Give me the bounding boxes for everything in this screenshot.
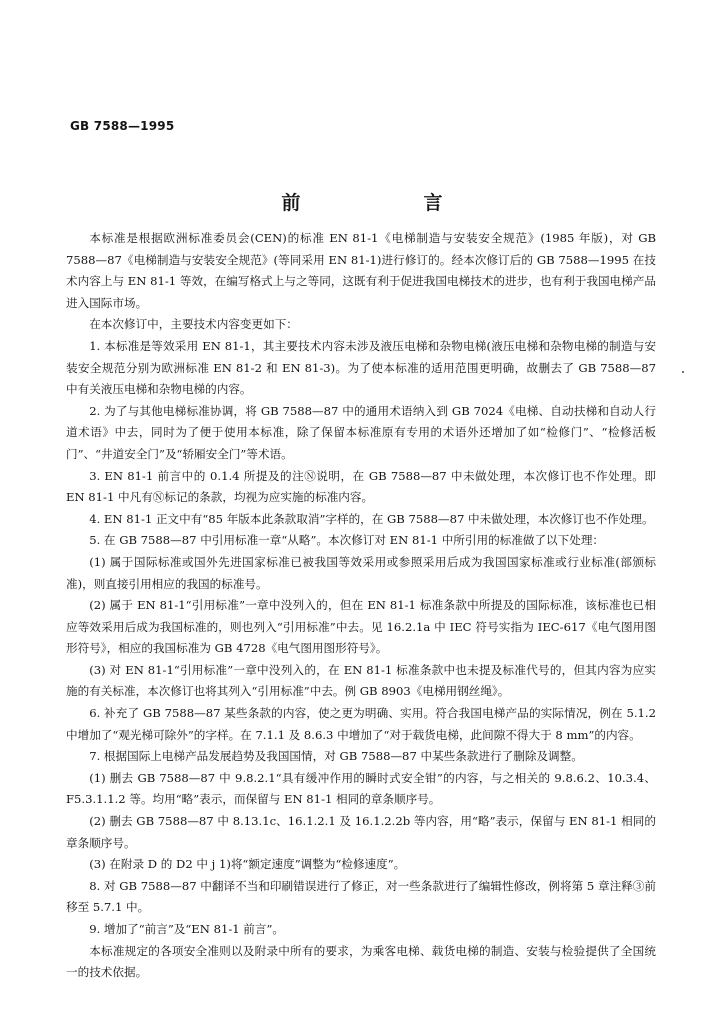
- standard-number: GB 7588—1995: [70, 119, 175, 133]
- paragraph: 4. EN 81-1 正文中有“85 年版本此条款取消”字样的，在 GB 7588—87 中未做处理，本次修订也不作处理。: [89, 511, 654, 526]
- paragraph: (2) 属于 EN 81-1“引用标准”一章中没列入的，但在 EN 81-1 标准条款中所提及的国际标准，该标准也已相应等效采用后成为我国标准的，则也列入“引用标准”中去。见 16.2.1a 中 IEC 符号实指为 IEC-617《电气图用图形符号》，相应的我国标准为 GB 4728《电气图用图形符号》。: [66, 598, 656, 656]
- paragraph: 6. 补充了 GB 7588—87 某些条款的内容，使之更为明确、实用。符合我国电梯产品的实际情况，例在 5.1.2 中增加了“观光梯可除外”的字样。在 7.1.1 及 8.6.3 中增加了“对于载货电梯，此间隙不得大于 8 mm”的内容。: [66, 706, 656, 742]
- paragraph: 9. 增加了“前言”及“EN 81-1 前言”。: [89, 922, 285, 936]
- page-title: 前 言: [281, 192, 495, 214]
- paragraph: 8. 对 GB 7588—87 中翻译不当和印刷错误进行了修正，对一些条款进行了编辑性修改，例将第 5 章注释③前移至 5.7.1 中。: [66, 878, 656, 915]
- paragraph: 3. EN 81-1 前言中的 0.1.4 所提及的注Ⓝ说明，在 GB 7588—87 中未做处理，本次修订也不作处理。即 EN 81-1 中凡有Ⓝ标记的条款，均视为应实施的标准内容。: [66, 468, 656, 505]
- paragraph: (2) 删去 GB 7588—87 中 8.13.1c、16.1.2.1 及 16.1.2.2b 等内容，用“略”表示，保留与 EN 81-1 相同的章条顺序号。: [66, 814, 656, 850]
- paragraph: (1) 属于国际标准或国外先进国家标准已被我国等效采用或参照采用后成为我国国家标准或行业标准(部颁标准)，则直接引用相应的我国的标准号。: [66, 554, 656, 591]
- paragraph: 1. 本标准是等效采用 EN 81-1，其主要技术内容未涉及液压电梯和杂物电梯(液压电梯和杂物电梯的制造与安装安全规范分别为欧洲标准 EN 81-2 和 EN 81-3)。为了使本标准的适用范围更明确，故删去了 GB 7588—87 中有关液压电梯和杂物电梯的内容。: [66, 338, 656, 397]
- paragraph: 在本次修订中，主要技术内容变更如下：: [89, 317, 298, 332]
- paragraph: 本标准规定的各项安全准则以及附录中所有的要求，为乘客电梯、载货电梯的制造、安装与检验提供了全国统一的技术依据。: [66, 943, 656, 980]
- paragraph: (3) 在附录 D 的 D2 中 j 1)将“额定速度”调整为“检修速度”。: [89, 857, 406, 872]
- paragraph: (3) 对 EN 81-1“引用标准”一章中没列入的，在 EN 81-1 标准条款中也未提及标准代号的，但其内容为应实施的有关标准，本次修订也将其列入“引用标准”中去。例 GB 8903《电梯用钢丝绳》。: [66, 662, 656, 699]
- body-text: [66, 228, 656, 984]
- paragraph: 2. 为了与其他电梯标准协调，将 GB 7588—87 中的通用术语纳入到 GB 7024《电梯、自动扶梯和自动人行道术语》中去，同时为了便于使用本标准，除了保留本标准原有专用的术语外还增加了如“检修门”、“检修活板门”、“井道安全门”及“轿厢安全门”等术语。: [66, 403, 656, 461]
- paragraph: 7. 根据国际上电梯产品发展趋势及我国国情，对 GB 7588—87 中某些条款进行了删除及调整。: [89, 749, 583, 764]
- paragraph: 5. 在 GB 7588—87 中引用标准一章“从略”。本次修订对 EN 81-1 中所引用的标准做了以下处理：: [89, 533, 605, 548]
- scan-speck: [682, 371, 684, 373]
- paragraph: (1) 删去 GB 7588—87 中 9.8.2.1“具有缓冲作用的瞬时式安全钳”的内容，与之相关的 9.8.6.2、10.3.4、F5.3.1.1.2 等。均用“略”表示，而保留与 EN 81-1 相同的章条顺序号。: [66, 770, 656, 807]
- paragraph: 本标准是根据欧洲标准委员会(CEN)的标准 EN 81-1《电梯制造与安装安全规范》(1985 年版)，对 GB 7588—87《电梯制造与安装安全规范》(等同采用 EN 81-1)进行修订的。经本次修订后的 GB 7588—1995 在技术内容上与 EN 81-1 等效，在编写格式上与之等同，这既有利于促进我国电梯技术的进步，也有利于我国电梯产品进入国际市场。: [66, 231, 656, 310]
